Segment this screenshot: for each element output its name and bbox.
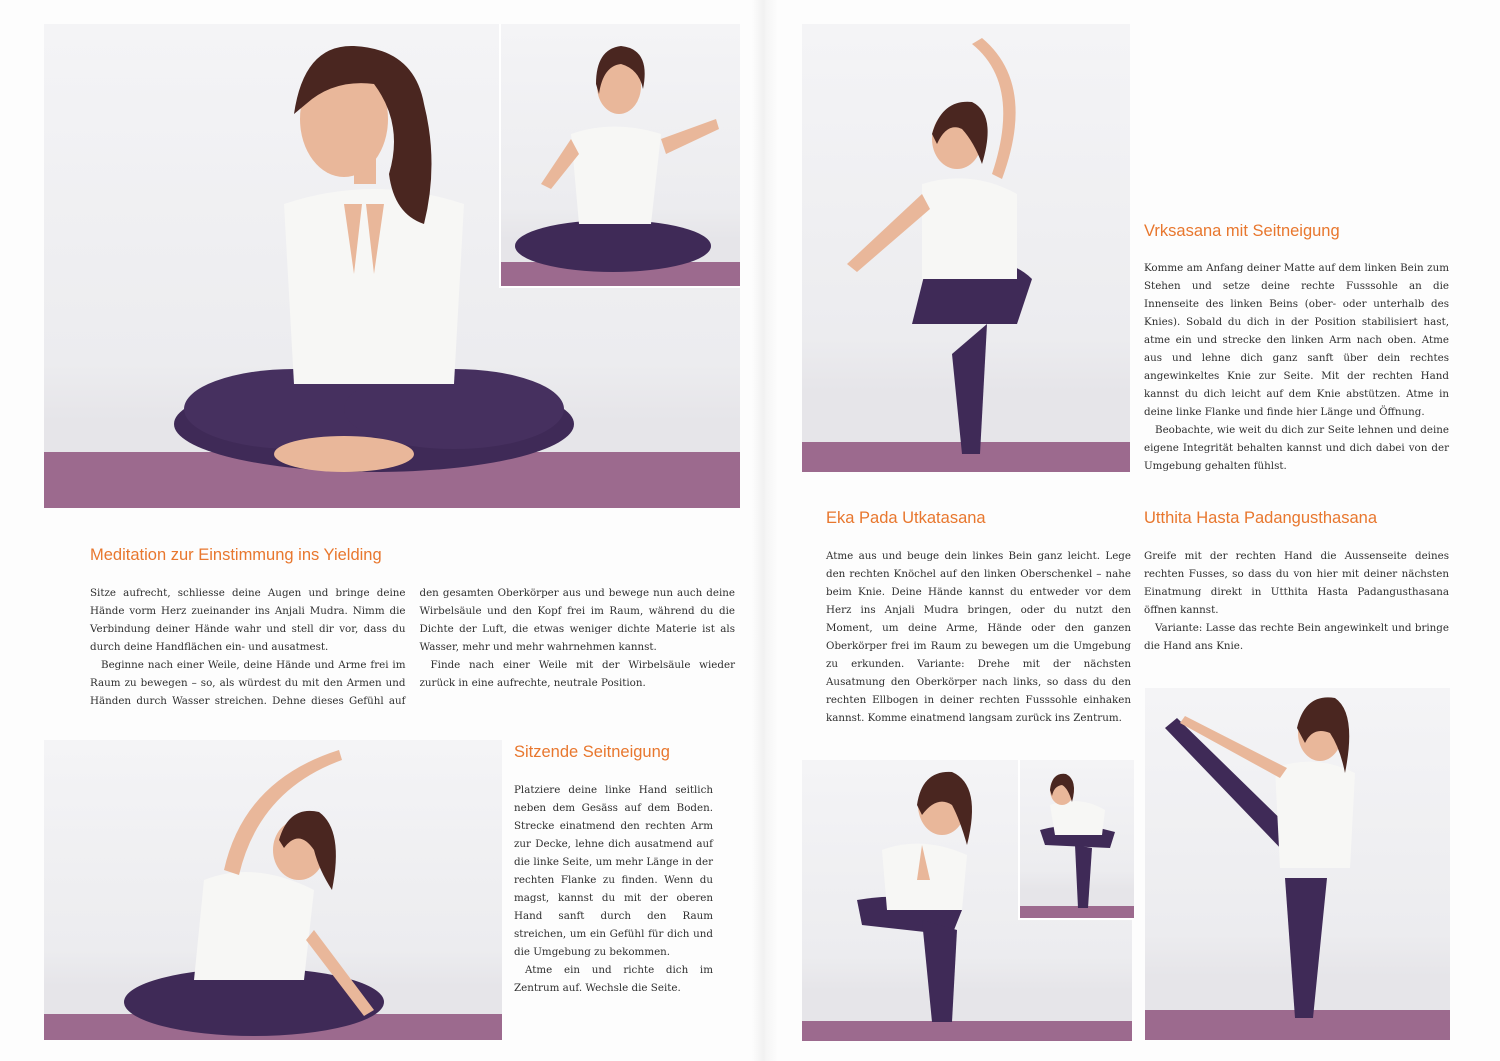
- text-vrksasana: [1144, 259, 1449, 475]
- figure-eka-pada-utkatasana: [857, 772, 972, 1022]
- photo-utthita-hasta-padangusthasana: [1145, 688, 1450, 1040]
- heading-vrksasana: Vrksasana mit Seitneigung: [1144, 222, 1340, 240]
- photo-vrksasana: [802, 24, 1130, 472]
- paragraph: Atme aus und beuge dein linkes Bein ganz leicht. Lege den rechten Knöchel auf den linken Oberschenkel – nahe beim Knie. Deine Hände kannst du entweder vor dem Herz ins Anjali Mudra bringen, oder du nutzt den Moment, um deine Arme, Hände oder den ganzen Oberkörper frei im Raum zu bewegen um die Umgebung zu erkunden. Variante: Drehe mit der nächsten Ausatmung den Oberkörper nach links, so dass du den rechten Ellbogen in deiner rechten Fusssohle einhaken kannst. Komme einatmend langsam zurück ins Zentrum.: [826, 550, 1131, 724]
- photo-seated-arms-moving: [499, 24, 740, 288]
- heading-sitzende-seitneigung: Sitzende Seitneigung: [514, 743, 670, 761]
- text-meditation: [90, 584, 735, 710]
- paragraph: Beginne nach einer Weile, deine Hände und Arme frei im Raum zu bewegen – so, als würdest du mit den Armen und Händen durch Wasser streichen. Dehne dieses Gefühl auf den gesamten Oberkörper aus und bewege nun auch deine Wirbelsäule und den Kopf frei im Raum, während du die Dichte der Luft, die etwas weniger dichte Materie ist als Wasser, mehr und mehr wahrnehmen kannst.: [90, 587, 735, 707]
- paragraph: Greife mit der rechten Hand die Aussenseite deines rechten Fusses, so dass du von hier mit deiner nächsten Einatmung direkt in Utthita Hasta Padangusthasana öffnen kannst.: [1144, 550, 1449, 616]
- paragraph: Beobachte, wie weit du dich zur Seite lehnen und deine eigene Integrität behalten kannst und dich dabei von der Umgebung gehalten fühlst.: [1144, 424, 1449, 472]
- paragraph: Sitze aufrecht, schliesse deine Augen und bringe deine Hände vorm Herz zueinander ins Anjali Mudra. Nimm die Verbindung deiner Hände wahr und stell dir vor, dass du durch deine Handflächen ein- und ausatmest.: [90, 587, 406, 653]
- figure-eka-pada-variation: [1040, 774, 1115, 908]
- heading-utthita-hasta: Utthita Hasta Padangusthasana: [1144, 509, 1377, 527]
- text-utthita-hasta: [1144, 547, 1449, 655]
- paragraph: Komme am Anfang deiner Matte auf dem linken Bein zum Stehen und setze deine rechte Fusssohle an die Innenseite des linken Beins (ober- oder unterhalb des Knies). Sobald du dich in der Position stabilisiert hast, atme ein und strecke den linken Arm nach oben. Atme aus und lehne dich ganz sanft über dein rechtes angewinkeltes Knie zur Seite. Mit der rechten Hand kannst du dich leicht auf dem Knie abstützen. Atme in deine linke Flanke und finde hier Länge und Öffnung.: [1144, 262, 1449, 418]
- paragraph: Platziere deine linke Hand seitlich neben dem Gesäss auf dem Boden. Strecke einatmend den rechten Arm zur Decke, lehne dich ausatmend auf die linke Seite, um mehr Länge in der rechten Flanke zu finden. Wenn du magst, kannst du mit der oberen Hand sanft durch den Raum streichen, um ein Gefühl für dich und die Umgebung zu bekommen.: [514, 784, 713, 958]
- heading-meditation: Meditation zur Einstimmung ins Yielding: [90, 546, 382, 564]
- figure-seated-arms-moving: [515, 46, 719, 272]
- figure-vrksasana: [847, 38, 1032, 454]
- paragraph: Finde nach einer Weile mit der Wirbelsäule wieder zurück in eine aufrechte, neutrale Position.: [419, 659, 735, 689]
- figure-seated-side-bend: [124, 750, 384, 1036]
- text-eka-pada-utkatasana: [826, 547, 1131, 727]
- photo-seated-side-bend: [44, 740, 502, 1040]
- text-sitzende-seitneigung: [514, 781, 713, 997]
- figure-utthita-hasta-padangusthasana: [1165, 697, 1355, 1018]
- photo-eka-pada-variation: [1018, 760, 1134, 920]
- paragraph: Variante: Lasse das rechte Bein angewinkelt und bringe die Hand ans Knie.: [1144, 622, 1449, 652]
- paragraph: Atme ein und richte dich im Zentrum auf. Wechsle die Seite.: [514, 964, 713, 994]
- heading-eka-pada-utkatasana: Eka Pada Utkatasana: [826, 509, 986, 527]
- page-gutter: [752, 0, 778, 1061]
